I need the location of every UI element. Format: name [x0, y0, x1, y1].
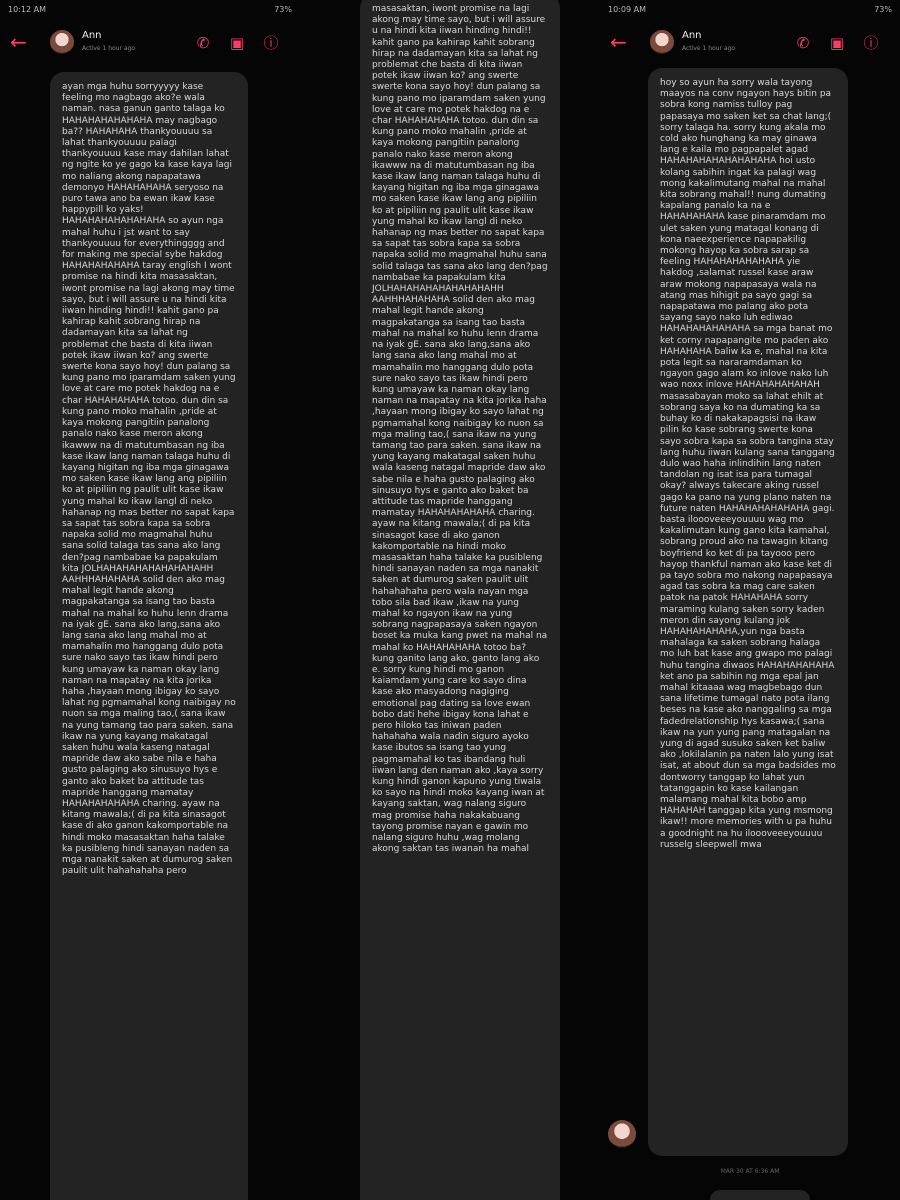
- chat-header: [600, 22, 900, 66]
- active-status: Active 1 hour ago: [82, 45, 135, 52]
- back-arrow-icon[interactable]: ←: [10, 30, 27, 54]
- avatar[interactable]: [650, 30, 674, 54]
- status-bar: [600, 0, 900, 18]
- contact-name[interactable]: Ann: [82, 30, 102, 41]
- chat-header: [0, 22, 300, 66]
- message-bubble-partial[interactable]: [710, 1190, 810, 1200]
- conversation-panel-right: [600, 0, 900, 1200]
- message-timestamp: MAR 30 AT 6:36 AM: [720, 1168, 780, 1175]
- info-icon[interactable]: ⓘ: [863, 34, 879, 52]
- message-bubble[interactable]: masasaktan, iwont promise na lagi akong may time sayo, but i will assure u na hindi kita iiwan hinding hindi!! kahit gano pa kahirap kahit sobrang hirap na dadamayan kita sa lahat ng problemat che basta di kita iiwan potek ikaw iiwan ko? ang swerte swerte kona sayo hoy! dun palang sa kung pano mo iparamdam saken yung love at care mo potek hakdog na e char HAHAHAHAHA totoo. dun din sa kung pano moko mahalin ,pride at kaya mokong pangitiin panalong panalo nako kase meron akong ikawww na di matutumbasan ng iba kase ikaw lang naman talaga huhu di kayang higitan ng iba mga ginagawa mo saken kase ikaw lang ang pipiliin ko at pipiliin ng paulit ulit kase ikaw yung mahal ko ikaw langl di neko hahanap ng mas better no sapat kapa sa sapat tas sobra kapa sa sobra napaka solid mo magmahal huhu sana solid talaga tas sana ako lang den?pag nambabae ka papakulam kita JOLHAHAHAHAHAHAHAHAHH AAHHHAHAHAHA solid den ako mag mahal legit hande akong magpakatanga sa isang tao basta mahal na mahal ko huhu lenn drama na iyak gE. sana ako lang,sana ako lang sana ako lang mahal mo at mamahalin mo hanggang dulo pota sure nako sayo tas ikaw hindi pero kung umayaw ka naman okay lang naman na mapatay na kita jorika haha ,hayaan mong ibigay ko sayo lahat ng pgmamahal kong naibigay ko nuon sa mga maling tao,( sana ikaw na yung tamang tao para saken. sana ikaw na yung kayang makatagal saken huhu wala kaseng natagal mapride daw ako sabe nila e haha gusto palaging ako sinusuyo hys e ganto ako baket ba attitude tas mapride hanggang mamatay HAHAHAHAHAHA charing. ayaw na kitang mawala;( di pa kita sinasagot kase di ako ganon kakomportable na hindi moko masasaktan haha talake ka pusibleng hindi sanayan naden sa mga nanakit saken at dumurog saken paulit ulit hahahahaha pero wala nayan mga tobo sila bad ikaw ,ikaw na yung mahal ko ngayon ikaw na yung sobrang nagpapasaya saken ngayon boset ka muka kang pwet na mahal na mahal ko HAHAHAHAHA totoo ba? kung ganito lang ako, ganto lang ako e. sorry kung hindi mo ganon kaiamdam yung care ko sayo dina kase ako masyadong nagiging emotional pag dating sa love ewan bobo dati hehe ibigay kona lahat e pero hiloko tas iniwan paden hahahaha wala nadin siguro ayoko kase ibutos sa isang tao yung pagmamahal ko tas ibandang huli iiwan lang den naman ako ,kaya sorry kung hindi ganon kapuno yung tiwala ko sayo na hindi moko kayang iwan at kayang saktan, wag nalang siguro mag promise haha nakakabuang tayong promise nayan e gawin mo nalang siguro huhu ,wag molang akong saktan tas iwanan ha mahal: [360, 0, 560, 1200]
- phone-icon[interactable]: ✆: [796, 34, 810, 52]
- video-camera-icon[interactable]: ▣: [829, 34, 845, 52]
- back-arrow-icon[interactable]: ←: [610, 30, 627, 54]
- contact-name[interactable]: Ann: [682, 30, 702, 41]
- active-status: Active 1 hour ago: [682, 45, 735, 52]
- message-bubble[interactable]: hoy so ayun ha sorry wala tayong maayos na conv ngayon hays bitin pa sobra kong namiss tulloy pag papasaya mo saken ket sa chat lang;( sorry talaga ha. sorry kung akala mo cold ako hunghang ka may ginawa lang e kaila mo pagpapalet agad HAHAHAHAHAHAHAHAHA hoi usto kolang sabihin ingat ka palagi wag mong kakalimutang mahal na mahal kita sobrang mahal!! nung dumating kapalang panalo ka na e HAHAHAHAHA kase pinaramdam mo ulet saken yung matagal konang di kona naeexperience napapakilig mokong hayop ka sobra sarap sa feeling HAHAHAHAHAHAHA yie hakdog ,salamat russel kase araw araw mokong napapasaya wala na atang mas hihigit pa sayo gagi sa napapatawa mo palang ako pota sayang sayo nako luh ediwao HAHAHAHAHAHAHA sa mga banat mo ket corny napapangite mo paden ako HAHAHAHA baliw ka e, mahal na kita pota legit sa nararamdaman ko ngayon gago alam ko inlove nako luh wao noxx inlove HAHAHAHAHAHAH masasabayan moko sa lahat ehilt at sobrang saya ko na dumating ka sa buhay ko di nakakapagsisi na ikaw pilin ko kase sobrang swerte kona sayo sobra kapa sa sobra tangina stay lang huhu iiwan kulang sana tanggang dulo wao haha inlindihin lang naten tandolan ng isat isa para tumagal okay? always takecare aking russel gago ka pano na yung plano naten na future naten HAHAHAHAHAHAHA gagi. basta iloooveeeyouuuu wag mo kakalimutan kung gano kita kamahal, sobrang proud ako na tawagin kitang boyfriend ko ket di pa tayooo pero hayop thankful naman ako kase ket di pa tayo sobra mo nakong napapasaya agad tas sobra ka mag care saken patok na patok HAHAHAHA sorry maraming kulang saken sorry kaden meron din sayong kulang jok HAHAHAHAHAHA,yun nga basta mahalaga ka saken sobrang halaga mo luh bat kase ang gwapo mo palagi huhu tangina diwaos HAHAHAHAHAHA ket ano pa sabihin ng mga epal jan mahal kitaaaa wag magbebago dun sana lifetime tumagal nato pota ilang beses na kase ako nanggaling sa mga fadedrelationship hys kasawa;( sana ikaw na yun yung pang matagalan na yung di agad susuko saken ket baliw ako ,lokilalanin pa naten lalo yung isat isat, at about dun sa mga badsides mo dontworry tanggap ko lahat yun tatanggapin ko kase kailangan malamang mahal kita bobo amp HAHAHAH tanggap kita yung msmong ikaw!! more memories with u pa huhu a goodnight na hu iloooveeeyouuuu russelg sleepwell mwa: [648, 68, 848, 1156]
- message-bubble[interactable]: ayan mga huhu sorryyyyy kase feeling mo nagbago ako?e wala naman. nasa ganun ganto talaga ko HAHAHAHAHAHAHA may nagbago ba?? HAHAHAHA thankyouuuu sa lahat thankyouuuu palagi thankyouuuu kase may dahilan lahat ng ngite ko ye gago ka kase kaya lagi mo naliang akong napapatawa demonyo HAHAHAHAHA seryoso na puro tawa ano ba ewan ikaw kase happypill ko yaks! HAHAHAHAHAHAHAHA so ayun nga mahal huhu i jst want to say thankyouuuu for everythingggg and for making me special sybe hakdog HAHAHAHAHAHA taray english I wont promise na hindi kita masasaktan, iwont promise na lagi akong may time sayo, but i will assure u na hindi kita iiwan hinding hindi!! kahit gano pa kahirap kahit sobrang hirap na dadamayan kita sa lahat ng problemat che basta di kita iiwan potek ikaw iiwan ko? ang swerte swerte kona sayo hoy! dun palang sa kung pano mo iparamdam saken yung love at care mo potek hakdog na e char HAHAHAHAHA totoo. dun din sa kung pano moko mahalin ,pride at kaya mokong pangitiin panalong panalo nako kase meron akong ikawww na di matutumbasan ng iba kase ikaw lang naman talaga huhu di kayang higitan ng iba mga ginagawa mo saken kase ikaw lang ang pipiliin ko at pipiliin ng paulit ulit kase ikaw yung mahal ko ikaw langl di neko hahanap ng mas better no sapat kapa sa sapat tas sobra kapa sa sobra napaka solid mo magmahal huhu sana solid talaga tas sana ako lang den?pag nambabae ka papakulam kita JOLHAHAHAHAHAHAHAHAHH AAHHHAHAHAHA solid den ako mag mahal legit hande akong magpakatanga sa isang tao basta mahal na mahal ko huhu lenn drama na iyak gE. sana ako lang,sana ako lang sana ako lang mahal mo at mamahalin mo hanggang dulo pota sure nako sayo tas ikaw hindi pero kung umayaw ka naman okay lang naman na mapatay na kita jorika haha ,hayaan mong ibigay ko sayo lahat ng pgmamahal kong naibigay no nuon sa mga maling tao,( sana ikaw na yung tamang tao para saken. sana ikaw na yung kayang makatagal saken huhu wala kaseng natagal mapride daw ako sabe nila e haha gusto palaging ako sinusuyo hys e ganto ako baket ba attitude tas mapride hanggang mamatay HAHAHAHAHAHA charing. ayaw na kitang mawala;( di pa kita sinasagot kase di ako ganon kakomportable na hindi moko masasaktan haha talake ka pusibleng hindi sanayan naden sa mga nanakit saken at dumurog saken paulit ulit hahahahaha pero: [50, 72, 248, 1200]
- battery-indicator: 73%: [874, 5, 892, 14]
- conversation-panel-middle: [300, 0, 600, 1200]
- phone-icon[interactable]: ✆: [196, 34, 210, 52]
- avatar[interactable]: [50, 30, 74, 54]
- status-time: 10:12 AM: [8, 5, 46, 14]
- status-bar: [0, 0, 300, 18]
- sender-avatar[interactable]: [608, 1120, 636, 1148]
- battery-indicator: 73%: [274, 5, 292, 14]
- conversation-panel-left: [0, 0, 300, 1200]
- status-time: 10:09 AM: [608, 5, 646, 14]
- video-camera-icon[interactable]: ▣: [229, 34, 245, 52]
- info-icon[interactable]: ⓘ: [263, 34, 279, 52]
